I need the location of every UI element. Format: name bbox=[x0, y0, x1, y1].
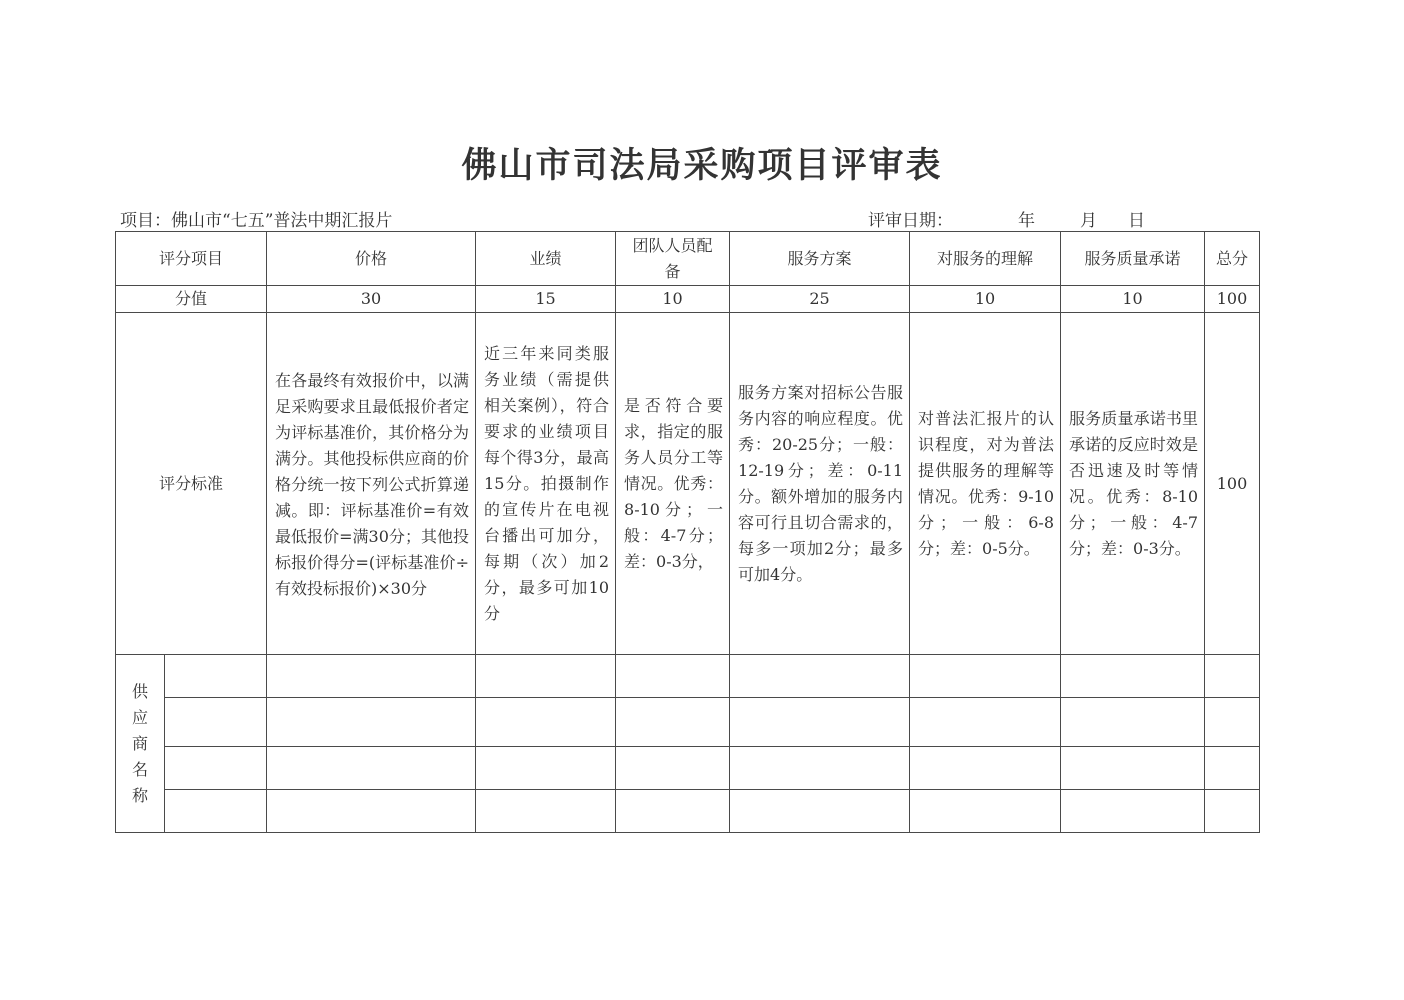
criteria-team-text: 是否符合要求，指定的服务人员分工等情况。优秀：8-10分；一般：4-7分；差：0-3分， bbox=[624, 395, 724, 571]
supplier-score-cell[interactable] bbox=[476, 698, 616, 747]
header-quality: 服务质量承诺 bbox=[1061, 232, 1205, 286]
review-date-label: 评审日期： bbox=[868, 211, 953, 231]
supplier-row bbox=[116, 747, 1260, 790]
supplier-score-cell[interactable] bbox=[267, 790, 476, 833]
header-price: 价格 bbox=[267, 232, 476, 286]
supplier-name-cell[interactable] bbox=[165, 698, 267, 747]
review-date-year: 年 bbox=[1018, 211, 1035, 231]
criteria-performance-text: 近三年来同类服务业绩（需提供相关案例），符合要求的业绩项目每个得3分，最高15分。拍摄制作的宣传片在电视台播出可加分，每期（次）加2分，最多可加10分 bbox=[484, 343, 610, 623]
header-performance: 业绩 bbox=[476, 232, 616, 286]
review-date-day: 日 bbox=[1128, 211, 1145, 231]
criteria-row bbox=[116, 313, 1260, 655]
score-row bbox=[116, 286, 1260, 313]
criteria-performance bbox=[476, 313, 616, 655]
supplier-score-cell[interactable] bbox=[1061, 655, 1205, 698]
criteria-price-text: 在各最终有效报价中，以满足采购要求且最低报价者定为评标基准价，其价格分为满分。其他投标供应商的价格分统一按下列公式折算递减。即：评标基准价=有效最低报价=满30分；其他投标报价得分=(评标基准价÷有效投标报价)×30分 bbox=[275, 370, 470, 598]
supplier-name-cell[interactable] bbox=[165, 747, 267, 790]
supplier-score-cell[interactable] bbox=[910, 747, 1061, 790]
criteria-price bbox=[267, 313, 476, 655]
supplier-row bbox=[116, 698, 1260, 747]
supplier-score-cell[interactable] bbox=[616, 790, 730, 833]
header-service-plan: 服务方案 bbox=[730, 232, 910, 286]
score-total: 100 bbox=[1205, 286, 1260, 313]
score-price: 30 bbox=[267, 286, 476, 313]
review-date bbox=[868, 206, 1145, 231]
criteria-service-plan bbox=[730, 313, 910, 655]
criteria-label: 评分标准 bbox=[116, 313, 267, 655]
criteria-quality-text: 服务质量承诺书里承诺的反应时效是否迅速及时等情况。优秀：8-10分；一般：4-7分；差：0-3分。 bbox=[1069, 408, 1199, 558]
supplier-score-cell[interactable] bbox=[910, 655, 1061, 698]
supplier-score-cell[interactable] bbox=[730, 790, 910, 833]
supplier-name-cell[interactable] bbox=[165, 790, 267, 833]
supplier-score-cell[interactable] bbox=[616, 698, 730, 747]
page-title: 佛山市司法局采购项目评审表 bbox=[461, 145, 943, 186]
supplier-score-cell[interactable] bbox=[1205, 698, 1260, 747]
supplier-row bbox=[116, 790, 1260, 833]
review-table bbox=[115, 231, 1260, 833]
supplier-score-cell[interactable] bbox=[616, 747, 730, 790]
header-row bbox=[116, 232, 1260, 286]
supplier-name-cell[interactable] bbox=[165, 655, 267, 698]
criteria-understanding bbox=[910, 313, 1061, 655]
supplier-row bbox=[116, 655, 1260, 698]
criteria-team bbox=[616, 313, 730, 655]
criteria-quality bbox=[1061, 313, 1205, 655]
supplier-score-cell[interactable] bbox=[910, 698, 1061, 747]
header-total: 总分 bbox=[1205, 232, 1260, 286]
supplier-score-cell[interactable] bbox=[730, 655, 910, 698]
criteria-service-plan-text: 服务方案对招标公告服务内容的响应程度。优秀：20-25分；一般：12-19分；差：0-11分。额外增加的服务内容可行且切合需求的，每多一项加2分；最多可加4分。 bbox=[738, 382, 904, 584]
header-team bbox=[616, 232, 730, 286]
supplier-score-cell[interactable] bbox=[1061, 698, 1205, 747]
score-understanding: 10 bbox=[910, 286, 1061, 313]
supplier-score-cell[interactable] bbox=[476, 790, 616, 833]
supplier-score-cell[interactable] bbox=[1061, 790, 1205, 833]
supplier-score-cell[interactable] bbox=[267, 698, 476, 747]
criteria-total: 100 bbox=[1205, 313, 1260, 655]
header-team-label: 团队人员配备 bbox=[632, 235, 713, 281]
supplier-score-cell[interactable] bbox=[476, 747, 616, 790]
supplier-score-cell[interactable] bbox=[730, 747, 910, 790]
score-quality: 10 bbox=[1061, 286, 1205, 313]
criteria-understanding-text: 对普法汇报片的认识程度，对为普法提供服务的理解等情况。优秀：9-10分；一般：6-8分；差：0-5分。 bbox=[918, 408, 1055, 558]
supplier-score-cell[interactable] bbox=[476, 655, 616, 698]
score-performance: 15 bbox=[476, 286, 616, 313]
supplier-score-cell[interactable] bbox=[1061, 747, 1205, 790]
score-team: 10 bbox=[616, 286, 730, 313]
supplier-score-cell[interactable] bbox=[267, 655, 476, 698]
supplier-score-cell[interactable] bbox=[1205, 747, 1260, 790]
review-date-month: 月 bbox=[1080, 211, 1097, 231]
supplier-score-cell[interactable] bbox=[1205, 790, 1260, 833]
project-name: 项目：佛山市“七五”普法中期汇报片 bbox=[120, 211, 393, 231]
supplier-score-cell[interactable] bbox=[616, 655, 730, 698]
score-label: 分值 bbox=[116, 286, 267, 313]
supplier-label-text: 供应商名称 bbox=[131, 681, 148, 805]
supplier-label bbox=[116, 655, 165, 833]
header-item: 评分项目 bbox=[116, 232, 267, 286]
supplier-score-cell[interactable] bbox=[910, 790, 1061, 833]
header-understanding: 对服务的理解 bbox=[910, 232, 1061, 286]
supplier-score-cell[interactable] bbox=[1205, 655, 1260, 698]
supplier-score-cell[interactable] bbox=[730, 698, 910, 747]
score-service-plan: 25 bbox=[730, 286, 910, 313]
supplier-score-cell[interactable] bbox=[267, 747, 476, 790]
